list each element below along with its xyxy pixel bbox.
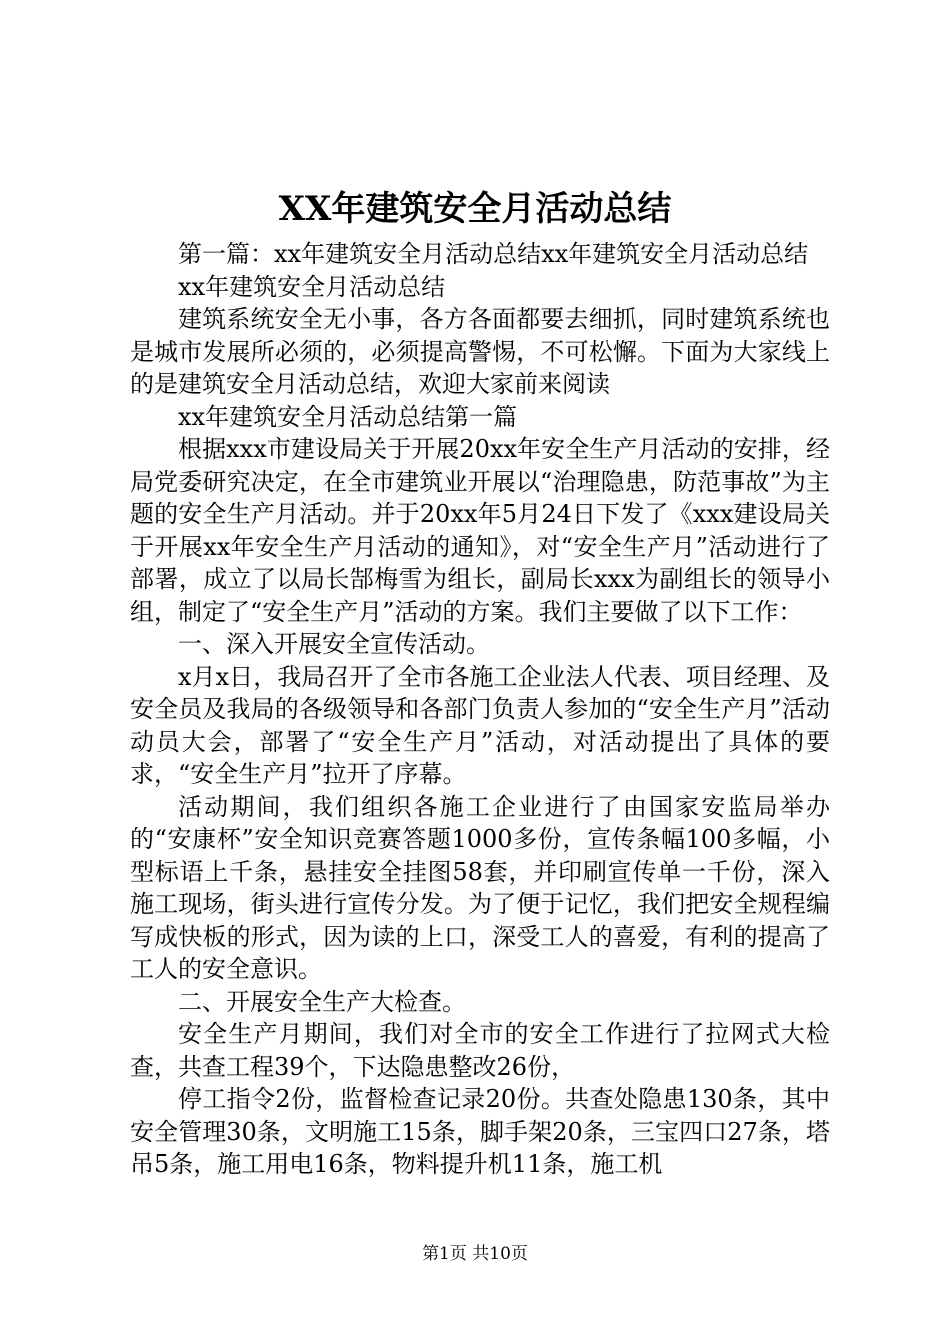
document-body: [130, 238, 830, 1181]
paragraph: 安全生产月期间，我们对全市的安全工作进行了拉网式大检查，共查工程39个，下达隐患整改26份，: [130, 1020, 830, 1081]
paragraph: x月x日，我局召开了全市各施工企业法人代表、项目经理、及安全员及我局的各级领导和各部门负责人参加的“安全生产月”活动动员大会，部署了“安全生产月”活动，对活动提出了具体的要求，“安全生产月”拉开了序幕。: [130, 662, 830, 788]
paragraph: 建筑系统安全无小事，各方各面都要去细抓，同时建筑系统也是城市发展所必须的，必须提高警惕，不可松懈。下面为大家线上的是建筑安全月活动总结，欢迎大家前来阅读: [130, 305, 830, 398]
document-title: XX年建筑安全月活动总结: [278, 189, 672, 229]
paragraph: 第一篇：xx年建筑安全月活动总结xx年建筑安全月活动总结: [178, 240, 809, 268]
paragraph: xx年建筑安全月活动总结: [178, 272, 446, 301]
paragraph: 一、深入开展安全宣传活动。: [178, 630, 490, 658]
paragraph: 停工指令2份，监督检查记录20份。共查处隐患130条，其中安全管理30条，文明施工15条，脚手架20条，三宝四口27条，塔吊5条，施工用电16条，物料提升机11条，施工机: [130, 1085, 830, 1178]
page-footer: 第1页 共10页: [422, 1244, 528, 1264]
paragraph: 活动期间，我们组织各施工企业进行了由国家安监局举办的“安康杯”安全知识竞赛答题1000多份，宣传条幅100多幅，小型标语上千条，悬挂安全挂图58套，并印刷宣传单一千份，深入施工现场，街头进行宣传分发。为了便于记忆，我们把安全规程编写成快板的形式，因为读的上口，深受工人的喜爱，有利的提高了工人的安全意识。: [130, 792, 830, 983]
paragraph: xx年建筑安全月活动总结第一篇: [178, 402, 518, 431]
paragraph: 根据xxx市建设局关于开展20xx年安全生产月活动的安排，经局党委研究决定，在全市建筑业开展以“治理隐患，防范事故”为主题的安全生产月活动。并于20xx年5月24日下发了《xxx建设局关于开展xx年安全生产月活动的通知》，对“安全生产月”活动进行了部署，成立了以局长郜梅雪为组长，副局长xxx为副组长的领导小组，制定了“安全生产月”活动的方案。我们主要做了以下工作：: [130, 435, 830, 626]
paragraph: 二、开展安全生产大检查。: [178, 987, 466, 1016]
